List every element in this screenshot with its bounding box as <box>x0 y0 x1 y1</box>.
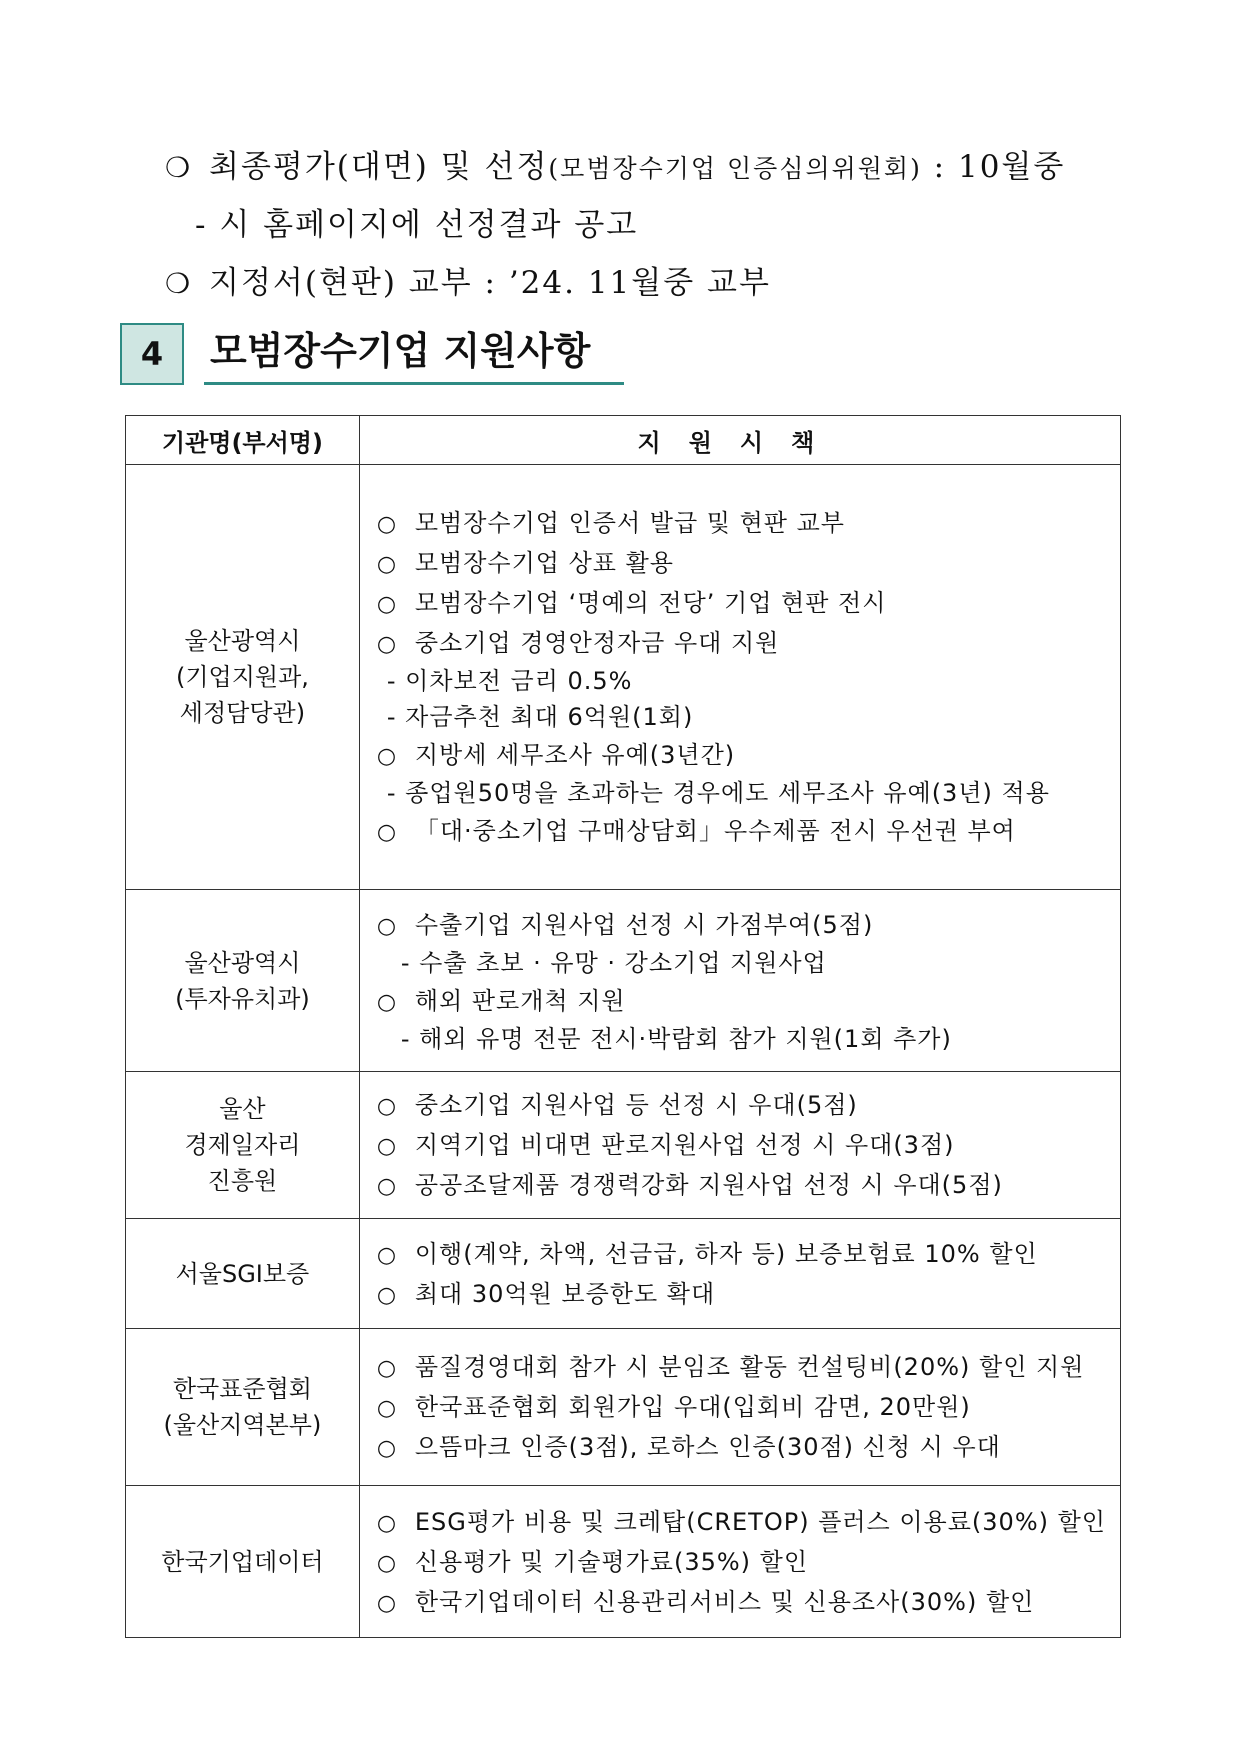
section-number: 4 <box>120 323 184 385</box>
org-cell <box>126 1219 360 1329</box>
certificate-text: 지정서(현판) 교부 : ’24. 11월중 교부 <box>209 265 771 301</box>
support-table <box>125 415 1121 1638</box>
org-cell <box>126 890 360 1072</box>
policy-item <box>377 1165 1106 1205</box>
policy-cell <box>359 890 1120 1072</box>
bullet-circle-icon: ○ <box>376 744 398 769</box>
table-row <box>126 1219 1121 1329</box>
section-title: 모범장수기업 지원사항 <box>204 323 624 385</box>
org-column-header: 기관명(부서명) <box>126 416 360 465</box>
policy-item <box>377 1085 1106 1125</box>
policy-item <box>377 981 1106 1021</box>
policy-item <box>377 1125 1106 1165</box>
bullet-circle-icon: ○ <box>376 1590 398 1616</box>
final-evaluation-date: : 10월중 <box>921 149 1066 185</box>
bullet-circle-icon: ○ <box>376 1356 398 1381</box>
policy-item <box>377 543 1106 583</box>
org-cell <box>126 465 360 890</box>
policy-item <box>377 1387 1106 1427</box>
policy-sub-item: - 수출 초보 · 유망 · 강소기업 지원사업 <box>400 948 827 977</box>
policy-item-text: 지방세 세무조사 유예(3년간) <box>414 741 736 769</box>
policy-item-text: 신용평가 및 기술평가료(35%) 할인 <box>414 1547 809 1576</box>
org-name-line: 울산 <box>219 1095 266 1123</box>
policy-item <box>377 503 1106 543</box>
org-name-line: 서울SGI보증 <box>175 1259 310 1288</box>
final-evaluation-line <box>165 138 1165 196</box>
policy-item-text: 공공조달제품 경쟁력강화 지원사업 선정 시 우대(5점) <box>414 1171 1003 1199</box>
org-name-line: 울산광역시 <box>184 627 301 655</box>
bullet-circle-icon: ○ <box>376 1510 398 1536</box>
bullet-circle-icon: ○ <box>376 1094 398 1119</box>
org-name-line: 진흥원 <box>207 1167 278 1195</box>
policy-item <box>377 1274 1106 1314</box>
policy-cell <box>359 465 1120 890</box>
policy-item-text: 해외 판로개척 지원 <box>414 986 626 1015</box>
policy-item <box>377 735 1106 775</box>
policy-item-text: 중소기업 경영안정자금 우대 지원 <box>414 629 780 657</box>
policy-item-text: 으뜸마크 인증(3점), 로하스 인증(30점) 신청 시 우대 <box>414 1433 1001 1461</box>
bullet-circle-icon: ○ <box>376 632 398 657</box>
bullet-circle-icon: ❍ <box>165 151 193 184</box>
bullet-circle-icon: ○ <box>376 913 398 939</box>
policy-cell <box>359 1219 1120 1329</box>
org-cell <box>126 1486 360 1638</box>
bullet-circle-icon: ○ <box>376 1242 398 1268</box>
policy-cell <box>359 1329 1120 1486</box>
policy-item-text: 모범장수기업 ‘명예의 전당’ 기업 현판 전시 <box>414 589 887 617</box>
policy-item <box>377 1582 1106 1622</box>
committee-note: (모범장수기업 인증심의위원회) <box>548 154 922 183</box>
policy-item-text: 중소기업 지원사업 등 선정 시 우대(5점) <box>414 1091 858 1119</box>
table-row <box>126 465 1121 890</box>
policy-item-text: 최대 30억원 보증한도 확대 <box>414 1279 716 1308</box>
policy-item-text: 지역기업 비대면 판로지원사업 선정 시 우대(3점) <box>414 1131 955 1159</box>
top-section <box>165 138 1165 312</box>
policy-item <box>377 583 1106 623</box>
policy-item-text: 모범장수기업 상표 활용 <box>414 549 674 577</box>
org-name-line: (기업지원과, <box>175 663 309 691</box>
policy-item <box>377 1347 1106 1387</box>
policy-sub-item: - 자금추천 최대 6억원(1회) <box>386 703 694 731</box>
policy-item <box>377 811 1106 851</box>
table-row <box>126 890 1121 1072</box>
policy-sub-item: - 종업원50명을 초과하는 경우에도 세무조사 유예(3년) 적용 <box>386 779 1050 807</box>
policy-item <box>377 1502 1106 1542</box>
table-row <box>126 1486 1121 1638</box>
policy-item-text: 이행(계약, 차액, 선금급, 하자 등) 보증보험료 10% 할인 <box>414 1239 1038 1268</box>
policy-item <box>377 623 1106 663</box>
org-name-line: 울산광역시 <box>184 948 301 977</box>
policy-sub-item: - 해외 유명 전문 전시·박람회 참가 지원(1회 추가) <box>400 1024 952 1053</box>
bullet-circle-icon: ○ <box>376 1550 398 1576</box>
bullet-circle-icon: ○ <box>376 1396 398 1421</box>
certificate-line <box>165 254 1165 312</box>
policy-item-text: 「대·중소기업 구매상담회」우수제품 전시 우선권 부여 <box>414 817 1016 845</box>
policy-item <box>377 1542 1106 1582</box>
policy-sub-item: - 이차보전 금리 0.5% <box>386 667 633 695</box>
org-name-line: 세정담당관) <box>179 699 306 727</box>
org-name-line: 경제일자리 <box>184 1131 301 1159</box>
bullet-circle-icon: ❍ <box>165 267 193 300</box>
bullet-circle-icon: ○ <box>376 1174 398 1199</box>
bullet-circle-icon: ○ <box>376 1134 398 1159</box>
table-row <box>126 1329 1121 1486</box>
bullet-circle-icon: ○ <box>376 1282 398 1308</box>
org-name-line: 한국표준협회 <box>172 1375 312 1403</box>
policy-item-text: ESG평가 비용 및 크레탑(CRETOP) 플러스 이용료(30%) 할인 <box>414 1507 1106 1536</box>
bullet-circle-icon: ○ <box>376 512 398 537</box>
policy-item-text: 모범장수기업 인증서 발급 및 현판 교부 <box>414 509 845 537</box>
policy-cell <box>359 1486 1120 1638</box>
org-name-line: 한국기업데이터 <box>161 1547 324 1576</box>
policy-item <box>377 1234 1106 1274</box>
table-row <box>126 1072 1121 1219</box>
policy-item-text: 수출기업 지원사업 선정 시 가점부여(5점) <box>414 910 874 939</box>
org-cell <box>126 1329 360 1486</box>
table-header-row <box>126 416 1121 465</box>
bullet-circle-icon: ○ <box>376 1436 398 1461</box>
announcement-line: - 시 홈페이지에 선정결과 공고 <box>195 207 639 243</box>
final-evaluation-text: 최종평가(대면) 및 선정 <box>209 149 549 185</box>
bullet-circle-icon: ○ <box>376 552 398 577</box>
org-name-line: (울산지역본부) <box>163 1411 322 1439</box>
bullet-circle-icon: ○ <box>376 989 398 1015</box>
policy-item-text: 한국기업데이터 신용관리서비스 및 신용조사(30%) 할인 <box>414 1587 1035 1616</box>
policy-item <box>377 1427 1106 1467</box>
policy-item-text: 한국표준협회 회원가입 우대(입회비 감면, 20만원) <box>414 1393 971 1421</box>
bullet-circle-icon: ○ <box>376 592 398 617</box>
policy-item <box>377 905 1106 945</box>
org-cell <box>126 1072 360 1219</box>
org-name-line: (투자유치과) <box>175 984 310 1013</box>
policy-item-text: 품질경영대회 참가 시 분임조 활동 컨설팅비(20%) 할인 지원 <box>414 1353 1085 1381</box>
policy-column-header: 지원시책 <box>359 416 1120 465</box>
bullet-circle-icon: ○ <box>376 820 398 845</box>
policy-cell <box>359 1072 1120 1219</box>
